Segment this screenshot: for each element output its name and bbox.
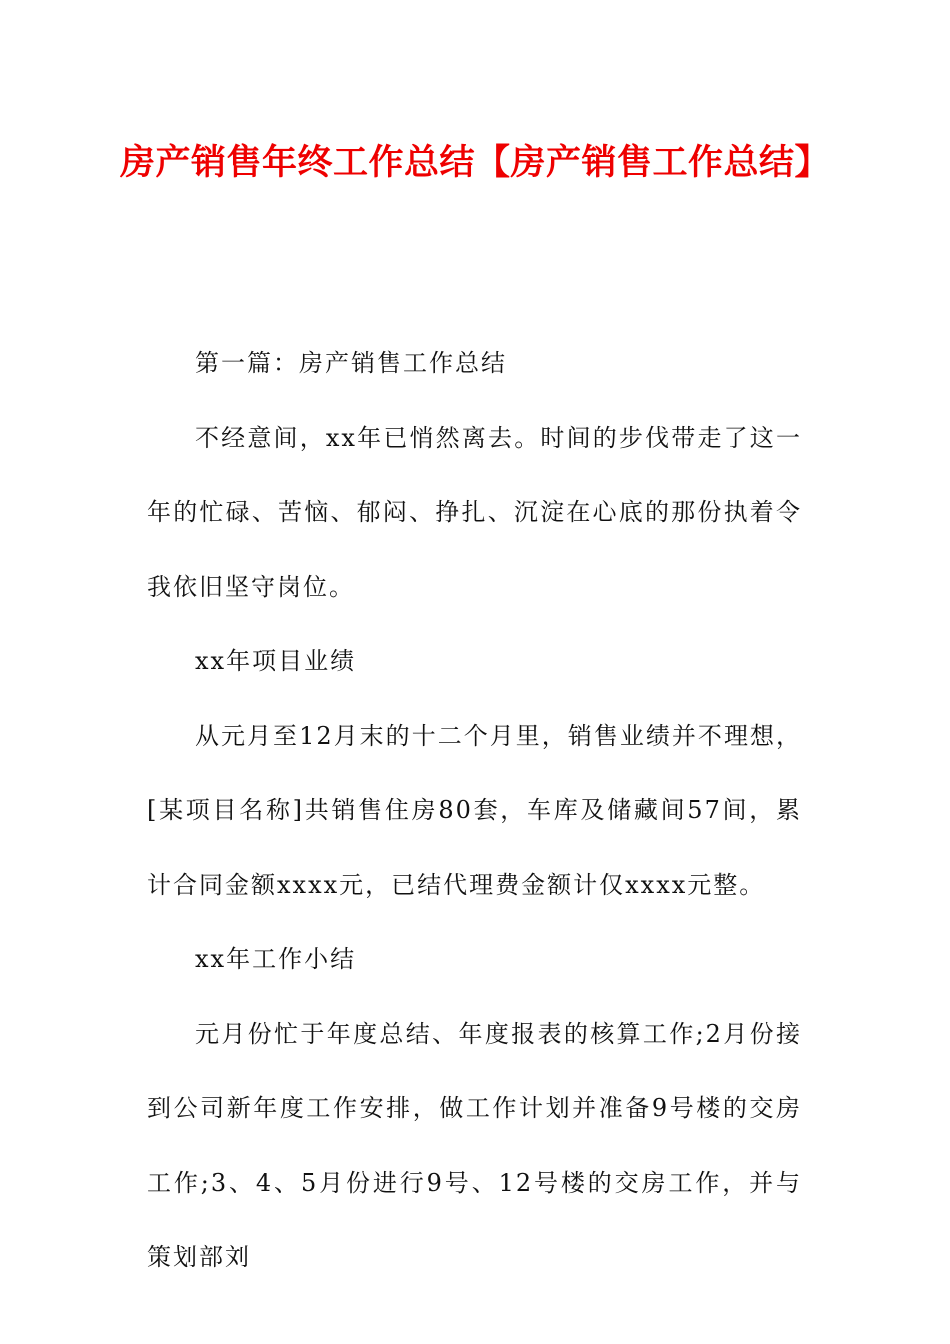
intro-paragraph: 不经意间，xx年已悄然离去。时间的步伐带走了这一年的忙碌、苦恼、郁闷、挣扎、沉淀在心底的那份执着令我依旧坚守岗位。: [147, 423, 802, 601]
performance-paragraph: 从元月至12月末的十二个月里，销售业绩并不理想，[某项目名称]共销售住房80套，车库及储藏间57间，累计合同金额xxxx元，已结代理费金额计仅xxxx元整。: [147, 721, 802, 899]
section-heading-performance: xx年项目业绩: [195, 647, 357, 675]
section-heading-part-one: 第一篇：房产销售工作总结: [195, 349, 507, 377]
document-title: 房产销售年终工作总结【房产销售工作总结】: [120, 143, 831, 183]
work-summary-paragraph: 元月份忙于年度总结、年度报表的核算工作;2月份接到公司新年度工作安排，做工作计划并准备9号楼的交房工作;3、4、5月份进行9号、12号楼的交房工作，并与策划部刘: [147, 1019, 802, 1271]
document-body: [147, 326, 802, 1295]
section-heading-work-summary: xx年工作小结: [195, 945, 357, 973]
